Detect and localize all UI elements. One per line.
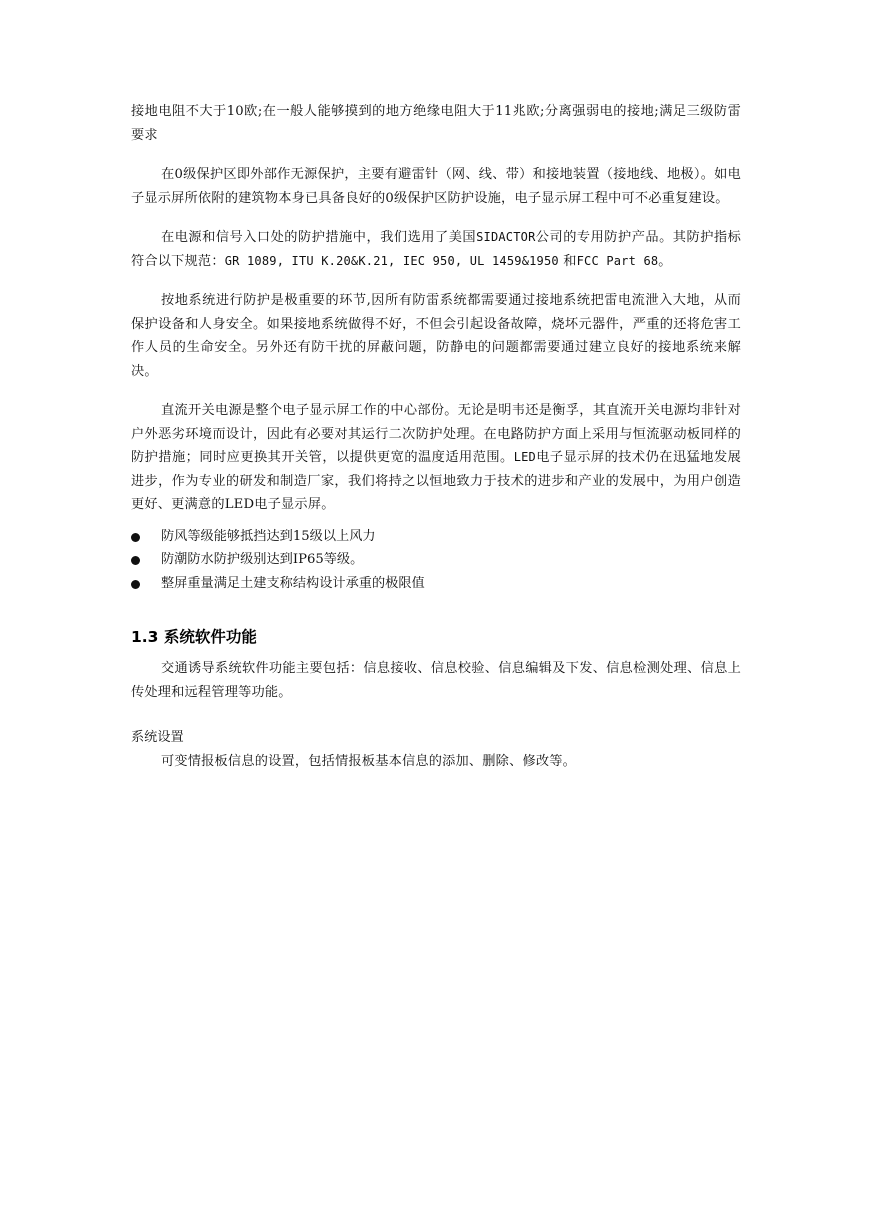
surge-text-start: 在电源和信号入口处的防护措施中，我们选用了美国 [161,230,477,245]
list-item-text: 防潮防水防护级别达到IP65等级。 [161,552,364,567]
surge-text-mid: 公司的专用防护产品。其防护指标符合以下规范： [131,230,741,269]
paragraph-zone-zero-protection: 在0级保护区即外部作无源保护，主要有避雷针（网、线、带）和接地装置（接地线、地极）。如电子显示屏所依附的建筑物本身已具备良好的0级保护区防护设施，电子显示屏工程中可不必重复建设。 [131,167,741,206]
led-term: LED [513,450,536,464]
list-item [131,525,741,549]
document-page [131,100,741,773]
subsection-text: 可变情报板信息的设置，包括情报板基本信息的添加、删除、修改等。 [161,753,577,769]
brand-name: SIDACTOR [476,230,536,244]
list-item [131,572,741,596]
bullet-icon [131,580,140,589]
list-item-text: 整屏重量满足土建支称结构设计承重的极限值 [161,575,425,591]
section-intro: 交通诱导系统软件功能主要包括：信息接收、信息校验、信息编辑及下发、信息检测处理、信息上传处理和远程管理等功能。 [131,661,741,700]
list-item-text: 防风等级能够抵挡达到15级以上风力 [161,528,376,544]
paragraph-grounding-requirements: 接地电阻不大于10欧;在一般人能够摸到的地方绝缘电阻大于11兆欧;分离强弱电的接地;满足三级防雷要求 [131,104,741,143]
list-item [131,548,741,572]
section-heading: 1.3 系统软件功能 [131,628,257,646]
power-text-end: 电子显示屏的技术仍在迅猛地发展进步，作为专业的研发和制造厂家，我们将持之以恒地致力于技术的进步和产业的发展中，为用户创造更好、更满意的LED电子显示屏。 [131,450,741,512]
spec-list: GR 1089, ITU K.20&K.21, IEC 950, UL 1459&1950 [224,253,559,268]
bullet-icon [131,533,140,542]
bullet-icon [131,556,140,565]
bullet-list [131,525,741,596]
surge-text-and: 和 [563,253,577,269]
surge-text-end: 。 [658,253,672,269]
paragraph-surge-protection [131,226,741,273]
power-text-start: 直流开关电源是整个电子显示屏工作的中心部份。无论是明韦还是衡孚，其直流开关电源均非针对户外恶劣环境而设计，因此有必要对其运行二次防护处理。在电路防护方面上采用与恒流驱动板同样的防护措施；同时应更换其开关管，以提供更宽的温度适用范围。 [131,403,741,465]
paragraph-dc-power-supply [131,399,741,517]
fcc-spec: FCC Part 68 [576,253,659,268]
paragraph-grounding-system: 按地系统进行防护是极重要的环节,因所有防雷系统都需要通过接地系统把雷电流泄入大地，从而保护设备和人身安全。如果接地系统做得不好，不但会引起设备故障，烧坏元器件，严重的还将危害工作人员的生命安全。另外还有防干扰的屏蔽问题，防静电的问题都需要通过建立良好的接地系统来解决。 [131,293,741,379]
subsection-title: 系统设置 [131,730,184,745]
